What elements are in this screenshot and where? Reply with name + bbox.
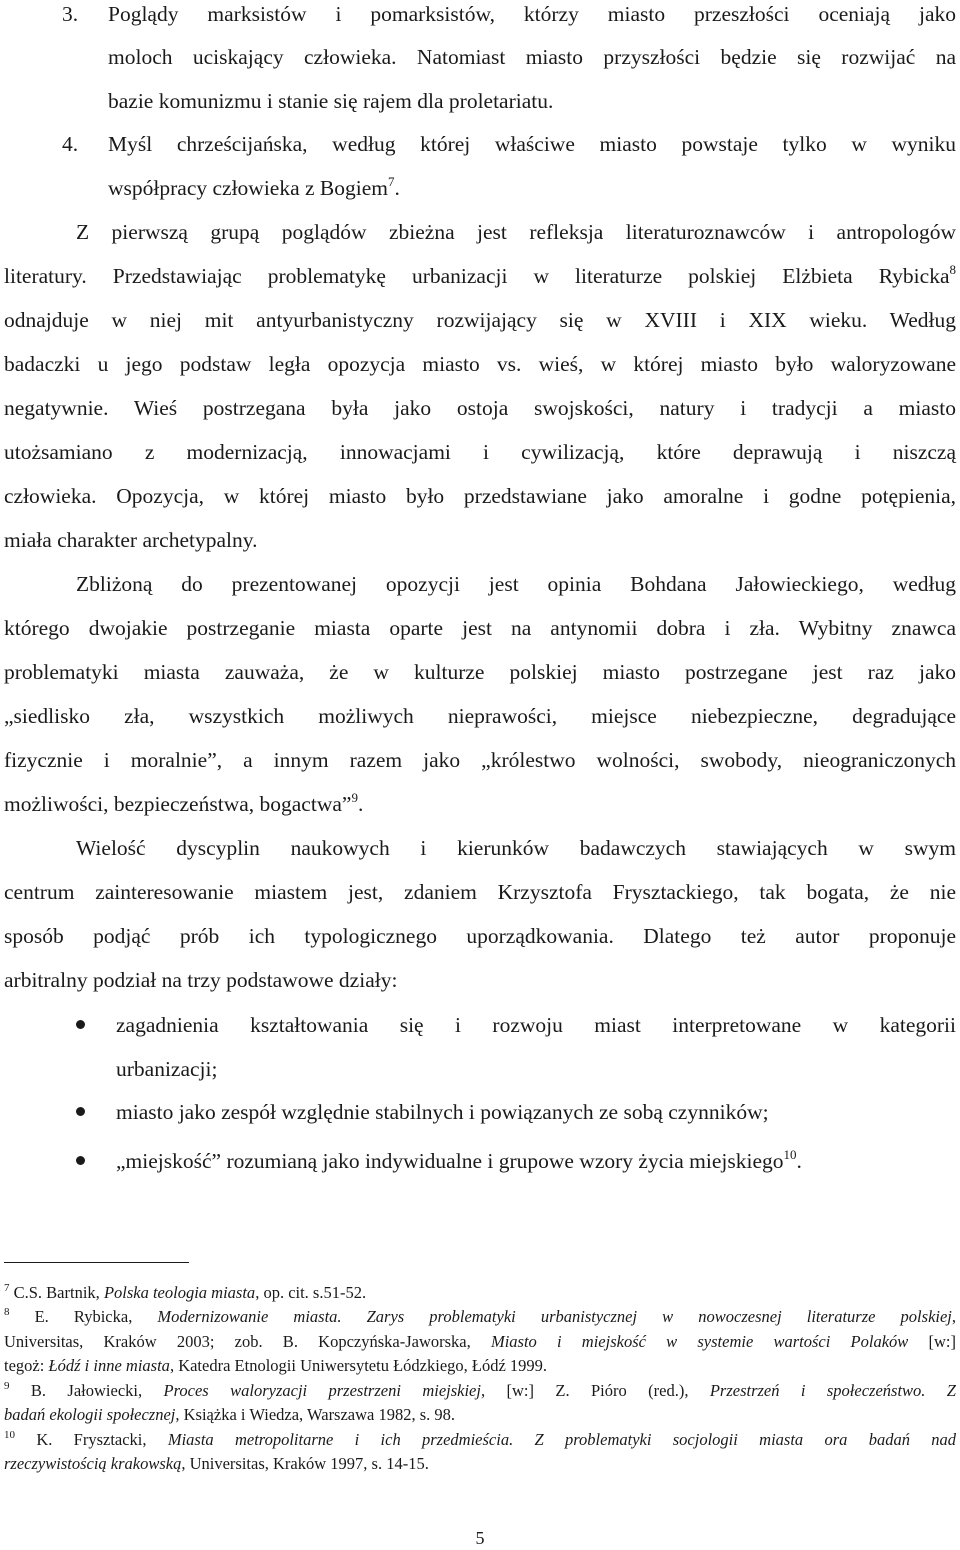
bullet-item-1-line-1: zagadnienia kształtowania się i rozwoju miast interpretowane w kategorii (116, 1013, 956, 1037)
paragraph-1-line-1: Z pierwszą grupą poglądów zbieżna jest refleksja literaturoznawców i antropologów (76, 220, 956, 244)
footnote-8-line-1: $^8$ E. Rybicka, Modernizowanie miasta. Zarys problematyki urbanistycznej w nowoczesnej literaturze polskiej, (4, 1306, 957, 1326)
paragraph-3-line-2: centrum zainteresowanie miastem jest, zdaniem Krzysztofa Frysztackiego, tak bogata, że nie (4, 880, 956, 904)
footnote-ref-7[interactable]: 7 (388, 174, 395, 189)
page-number: 5 (475, 1528, 485, 1548)
bullet-icon (76, 1107, 85, 1116)
paragraph-2-line-5: fizycznie i moralnie”, a innym razem jako „królestwo wolności, swobody, nieograniczonych (4, 748, 956, 772)
paragraph-2-line-2: którego dwojakie postrzeganie miasta oparte jest na antynomii dobra i zła. Wybitny znawca (4, 616, 956, 640)
footnote-7: $^7$ C.S. Bartnik, Polska teologia miasta, op. cit. s.51-52. (4, 1282, 367, 1302)
paragraph-3-line-3: sposób podjąć prób ich typologicznego uporządkowania. Dlatego też autor proponuje (4, 924, 956, 948)
paragraph-1-line-6: utożsamiano z modernizacją, innowacjami i cywilizacją, które deprawują i niszczą (4, 440, 956, 464)
list-item-3-line-1: Poglądy marksistów i pomarksistów, którzy miasto przeszłości oceniają jako (108, 2, 956, 26)
footnote-9-line-1: $^9$ B. Jałowiecki, Proces waloryzacji przestrzeni miejskiej, [w:] Z. Pióro (red.), Przestrzeń i społeczeństwo. Z (4, 1380, 956, 1400)
paragraph-1-line-3: odnajduje w niej mit antyurbanistyczny rozwijający się w XVIII i XIX wieku. Według (4, 308, 956, 332)
footnote-10-line-2: rzeczywistością krakowską, Universitas, Kraków 1997, s. 14-15. (4, 1454, 429, 1473)
paragraph-1-line-7: człowieka. Opozycja, w której miasto było przedstawiane jako amoralne i godne potępienia, (4, 484, 956, 508)
paragraph-2-line-6: możliwości, bezpieczeństwa, bogactwa”$^9$. (4, 790, 364, 816)
bullet-icon (76, 1020, 85, 1029)
bullet-item-1-line-2: urbanizacji; (116, 1057, 218, 1081)
list-item-4-line-2: współpracy człowieka z Bogiem$^7$. (108, 174, 400, 200)
list-number-4: 4. (62, 132, 79, 156)
paragraph-2-line-4: „siedlisko zła, wszystkich możliwych nieprawości, miejsce niebezpieczne, degradujące (4, 704, 956, 728)
bullet-item-2: miasto jako zespół względnie stabilnych i powiązanych ze sobą czynników; (116, 1100, 769, 1124)
footnote-separator (4, 1262, 189, 1263)
bullet-item-3: „miejskość” rozumianą jako indywidualne i grupowe wzory życia miejskiego$^{10}$. (116, 1147, 802, 1173)
paragraph-1-line-4: badaczki u jego podstaw legła opozycja miasto vs. wieś, w której miasto było waloryzowane (4, 352, 956, 376)
list-number-3: 3. (62, 2, 79, 26)
paragraph-1-line-5: negatywnie. Wieś postrzegana była jako ostoja swojskości, natury i tradycji a miasto (4, 396, 956, 420)
paragraph-3-line-4: arbitralny podział na trzy podstawowe działy: (4, 968, 398, 992)
footnote-8-line-3: tegoż: Łódź i inne miasta, Katedra Etnologii Uniwersytetu Łódzkiego, Łódź 1999. (4, 1356, 548, 1375)
footnote-10-line-1: $^{10}$ K. Frysztacki, Miasta metropolitarne i ich przedmieścia. Z problematyki socjologii miasta ora badań nad (4, 1429, 956, 1449)
paragraph-3-line-1: Wielość dyscyplin naukowych i kierunków badawczych stawiających w swym (76, 836, 956, 860)
paragraph-1-line-8: miała charakter archetypalny. (4, 528, 258, 552)
paragraph-1-line-2: literatury. Przedstawiając problematykę urbanizacji w literaturze polskiej Elżbieta Rybicka$^8$ (4, 262, 956, 288)
list-item-3-line-3: bazie komunizmu i stanie się rajem dla proletariatu. (108, 89, 554, 113)
list-item-3-line-2: moloch uciskający człowieka. Natomiast miasto przyszłości będzie się rozwijać na (108, 45, 956, 69)
paragraph-2-line-1: Zbliżoną do prezentowanej opozycji jest opinia Bohdana Jałowieckiego, według (76, 572, 956, 596)
footnote-ref-9[interactable]: 9 (351, 790, 358, 805)
footnote-8-line-2: Universitas, Kraków 2003; zob. B. Kopczyńska-Jaworska, Miasto i miejskość w systemie wartości Polaków [w:] (4, 1332, 956, 1351)
paragraph-2-line-3: problematyki miasta zauważa, że w kulturze polskiej miasto postrzegane jest raz jako (4, 660, 956, 684)
footnote-ref-10[interactable]: 10 (783, 1147, 797, 1162)
footnote-9-line-2: badań ekologii społecznej, Książka i Wiedza, Warszawa 1982, s. 98. (4, 1405, 456, 1424)
list-item-4-line-1: Myśl chrześcijańska, według której właściwe miasto powstaje tylko w wyniku (108, 132, 956, 156)
bullet-icon (76, 1156, 85, 1165)
footnote-ref-8[interactable]: 8 (949, 262, 956, 277)
